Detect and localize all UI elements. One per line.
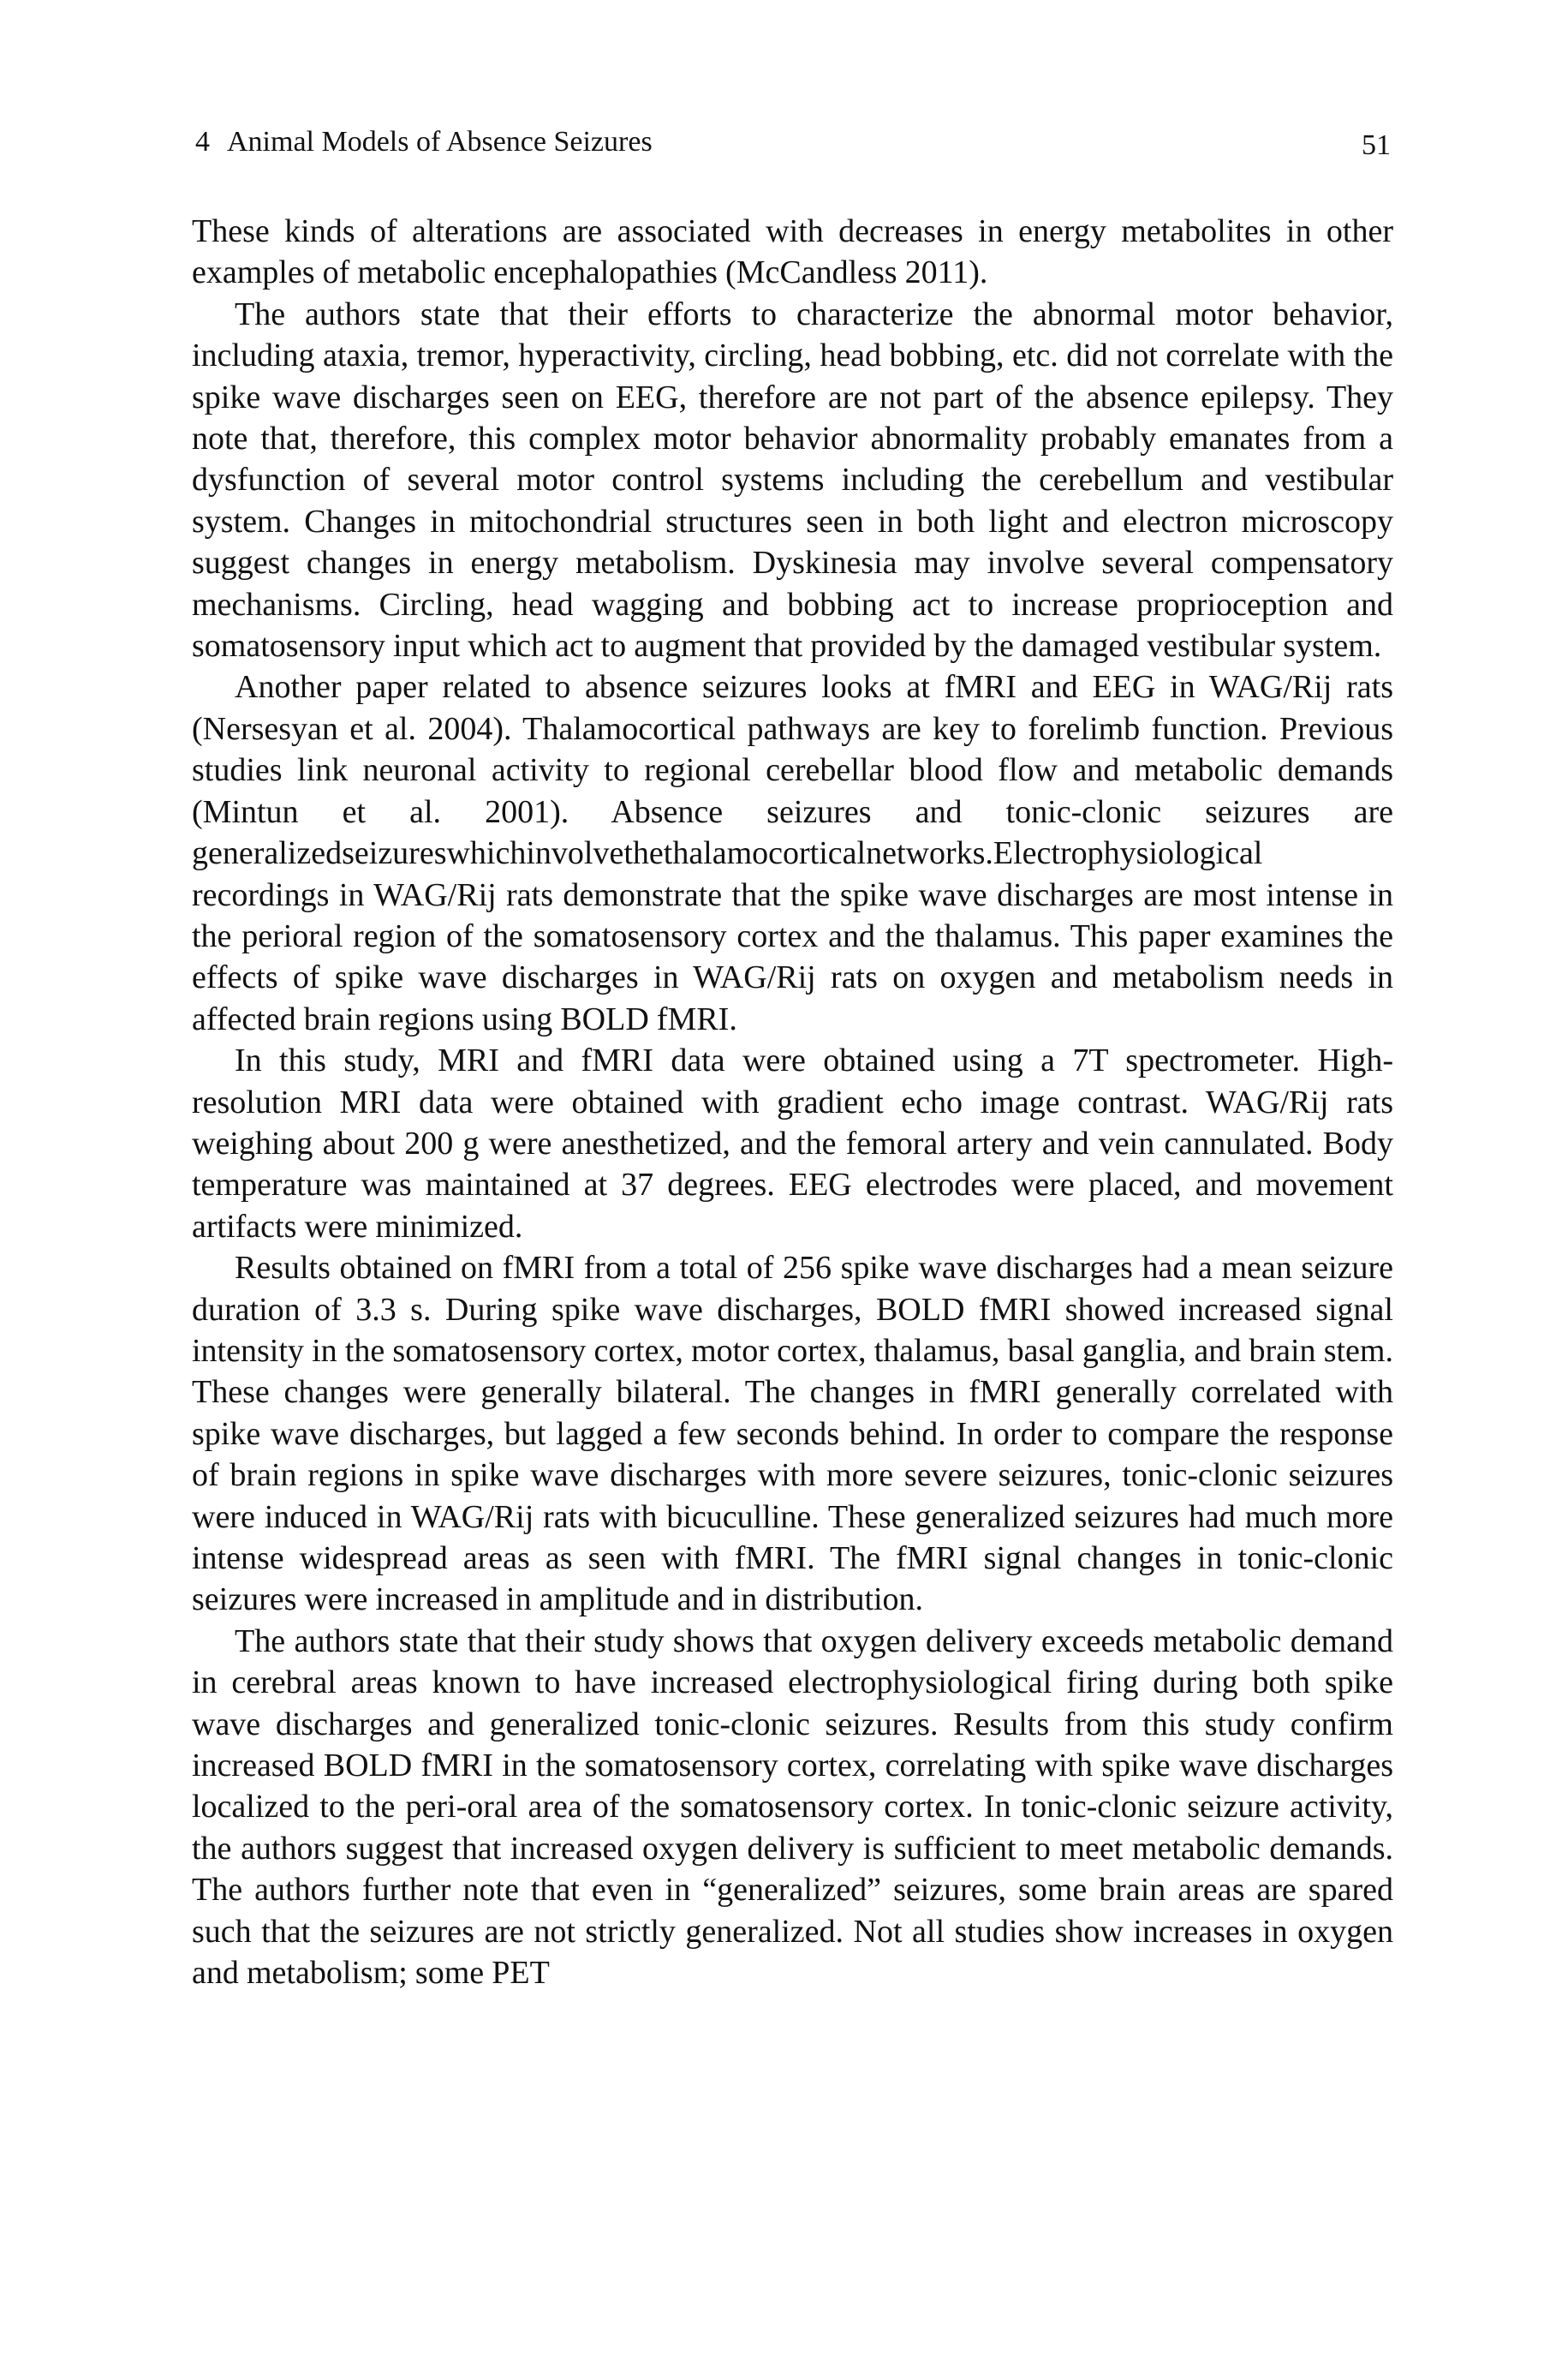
paragraph-2: The authors state that their efforts to characterize the abnormal motor behavior, including ataxia, tremor, hyperactivity, circling, head bobbing, etc. did not correlate with the spike wave discharges seen on EEG, therefore are not part of the absence epilepsy. They note that, therefore, this complex motor behavior abnormality probably emanates from a dysfunction of several motor control systems including the cerebellum and vestibular system. Changes in mitochondrial structures seen in both light and electron microscopy suggest changes in energy metabolism. Dyskinesia may involve several compensatory mechanisms. Circling, head wagging and bobbing act to increase proprioception and somatosensory input which act to augment that provided by the damaged vestibular system. <box>192 296 1393 665</box>
chapter-number: 4 <box>195 126 210 158</box>
paragraph-4: In this study, MRI and fMRI data were obtained using a 7T spectrometer. High-resolution MRI data were obtained with gradient echo image contrast. WAG/Rij rats weighing about 200 g were anesthetized, and the femoral artery and vein cannulated. Body temperature was maintained at 37 degrees. EEG electrodes were placed, and movement artifacts were minimized. <box>192 1043 1393 1245</box>
paragraph-6: The authors state that their study shows that oxygen delivery exceeds metabolic demand in cerebral areas known to have increased electrophysiological firing during both spike wave discharges and generalized tonic-clonic seizures. Results from this study confirm increased BOLD fMRI in the somatosensory cortex, correlating with spike wave discharges localized to the peri-oral area of the somatosensory cortex. In tonic-clonic seizure activity, the authors suggest that increased oxygen delivery is sufficient to meet metabolic demands. The authors further note that even in “generalized” seizures, some brain areas are spared such that the seizures are not strictly generalized. Not all studies show increases in oxygen and metabolism; some PET <box>192 1622 1393 1992</box>
paragraph-1: These kinds of alterations are associated with decreases in energy metabolites in other examples of metabolic encephalopathies (McCandless 2011). <box>192 213 1393 291</box>
paragraph-5: Results obtained on fMRI from a total of 256 spike wave discharges had a mean seizure duration of 3.3 s. During spike wave discharges, BOLD fMRI showed increased signal intensity in the somatosensory cortex, motor cortex, thalamus, basal ganglia, and brain stem. These changes were generally bilateral. The changes in fMRI generally correlated with spike wave discharges, but lagged a few seconds behind. In order to compare the response of brain regions in spike wave discharges with more severe seizures, tonic-clonic seizures were induced in WAG/Rij rats with bicuculline. These generalized seizures had much more intense widespread areas as seen with fMRI. The fMRI signal changes in tonic-clonic seizures were increased in amplitude and in distribution. <box>192 1250 1393 1618</box>
paragraph-3: Another paper related to absence seizures looks at fMRI and EEG in WAG/Rij rats (Nersesyan et al. 2004). Thalamocortical pathways are key to forelimb function. Previous studies link neuronal activity to regional cerebellar blood flow and metabolic demands (Mintun et al. 2001). Absence seizures and tonic-clonic seizures are generalizedseizureswhichinvolvethethalamocorticalnetworks.Electrophysiological recordings in WAG/Rij rats demonstrate that the spike wave discharges are most intense in the perioral region of the somatosensory cortex and the thalamus. This paper examines the effects of spike wave discharges in WAG/Rij rats on oxygen and metabolism needs in affected brain regions using BOLD fMRI. <box>192 669 1393 1037</box>
running-header <box>195 122 1391 163</box>
chapter-title: Animal Models of Absence Seizures <box>227 126 653 158</box>
page-number: 51 <box>1362 129 1391 161</box>
body-text <box>192 211 1393 1993</box>
